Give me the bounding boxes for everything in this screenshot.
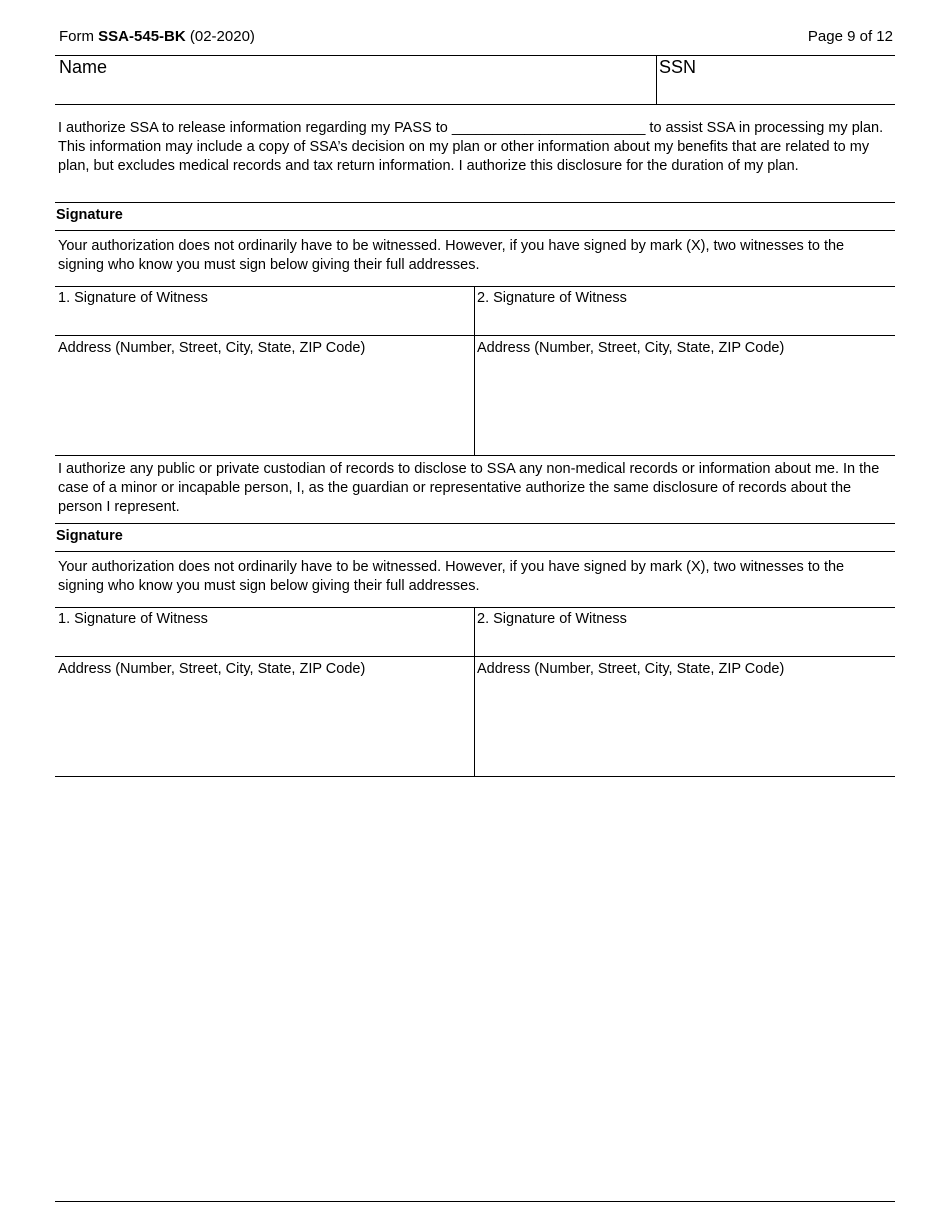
- witness-1-address-field[interactable]: Address (Number, Street, City, State, ZIP Code): [58, 661, 366, 677]
- form-identifier: [59, 28, 255, 45]
- witness-row-divider: [55, 335, 895, 336]
- signature-field[interactable]: Signature: [56, 207, 123, 223]
- witness-2-address-field[interactable]: Address (Number, Street, City, State, ZIP Code): [477, 661, 785, 677]
- signature-field[interactable]: Signature: [56, 528, 123, 544]
- divider-rule: [55, 230, 895, 231]
- name-ssn-divider: [656, 56, 657, 104]
- witness-block-2: [55, 607, 895, 777]
- divider-rule: [55, 202, 895, 203]
- footer-rule: [55, 1201, 895, 1202]
- name-field[interactable]: Name: [59, 57, 108, 77]
- records-authorization-text: I authorize any public or private custodian of records to disclose to SSA any non-medical records or information about me. In the case of a minor or incapable person, I, as the guardian or representative authorize the same disclosure of records about the person I represent.: [58, 461, 880, 515]
- witness-note: Your authorization does not ordinarily have to be witnessed. However, if you have signed by mark (X), two witnesses to the signing who know you must sign below giving their full addresses.: [58, 238, 845, 273]
- witness-column-divider: [474, 287, 475, 455]
- witness-1-signature-field[interactable]: 1. Signature of Witness: [58, 290, 208, 306]
- divider-rule: [55, 523, 895, 524]
- witness-2-address-field[interactable]: Address (Number, Street, City, State, ZIP Code): [477, 340, 785, 356]
- witness-row-divider: [55, 656, 895, 657]
- form-number: SSA-545-BK: [98, 28, 186, 45]
- pass-authorization-text: I authorize SSA to release information regarding my PASS to ________________________ to assist SSA in processing my plan. This information may include a copy of SSA’s decision on my plan or other information about my benefits that are related to my plan, but excludes medical records and tax return information. I authorize this disclosure for the duration of my plan.: [58, 120, 884, 174]
- witness-2-signature-field[interactable]: 2. Signature of Witness: [477, 611, 627, 627]
- name-ssn-row: [55, 55, 895, 105]
- witness-block-1: [55, 286, 895, 456]
- witness-note: Your authorization does not ordinarily have to be witnessed. However, if you have signed by mark (X), two witnesses to the signing who know you must sign below giving their full addresses.: [58, 559, 845, 594]
- divider-rule: [55, 551, 895, 552]
- page-header: [55, 28, 895, 48]
- page-number: Page 9 of 12: [807, 28, 893, 45]
- form-page: [55, 0, 895, 1230]
- witness-1-signature-field[interactable]: 1. Signature of Witness: [58, 611, 208, 627]
- witness-column-divider: [474, 608, 475, 776]
- witness-1-address-field[interactable]: Address (Number, Street, City, State, ZIP Code): [58, 340, 366, 356]
- witness-2-signature-field[interactable]: 2. Signature of Witness: [477, 290, 627, 306]
- ssn-field[interactable]: SSN: [659, 57, 697, 77]
- form-prefix: Form: [59, 28, 99, 45]
- form-date: (02-2020): [185, 28, 255, 45]
